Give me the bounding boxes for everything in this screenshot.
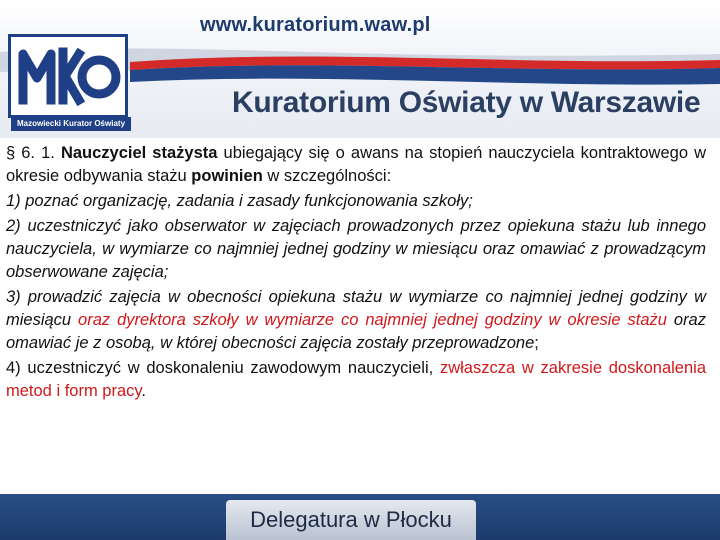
organization-title: Kuratorium Oświaty w Warszawie xyxy=(232,86,701,119)
list-item-4-red-text: zwłaszcza w zakresie doskonalenia metod i form pracy xyxy=(6,359,706,400)
paragraph-intro xyxy=(6,142,706,188)
site-url[interactable]: www.kuratorium.waw.pl xyxy=(200,14,431,36)
intro-text: ubiegający się o awans na stopień nauczyciela kontraktowego w okresie odbywania stażu xyxy=(6,144,706,185)
list-item-4-end: . xyxy=(141,382,146,400)
list-item-3-text: 3) prowadzić zajęcia w obecności opiekuna stażu w wymiarze co najmniej jednej godziny w miesiącu xyxy=(6,288,706,329)
section-number: § 6. 1. xyxy=(6,144,61,162)
list-item-3-semicolon: ; xyxy=(534,334,539,352)
logo-letters-icon xyxy=(15,40,121,112)
list-item-4 xyxy=(6,357,706,403)
intro-end: w szczególności: xyxy=(262,167,392,185)
subject-bold: Nauczyciel stażysta xyxy=(60,144,218,162)
mko-logo xyxy=(8,34,128,128)
list-item-1: 1) poznać organizację, zadania i zasady funkcjonowania szkoły; xyxy=(6,192,473,210)
footer-bar xyxy=(0,494,720,540)
document-body xyxy=(6,142,706,405)
list-item-2: 2) uczestniczyć jako obserwator w zajęciach prowadzonych przez opiekuna stażu lub innego nauczyciela, w wymiarze co najmniej jednej godziny w miesiącu oraz omawiać z prowadzącym obserwowane zajęcia; xyxy=(6,217,706,281)
list-item-3-tail: oraz omawiać je z osobą, w której obecności zajęcia zostały przeprowadzone xyxy=(6,311,706,352)
list-item-3-red-text: oraz dyrektora szkoły w wymiarze co najmniej jednej godziny w okresie stażu xyxy=(71,311,667,329)
footer-tab xyxy=(226,500,476,540)
logo-caption: Mazowiecki Kurator Oświaty xyxy=(11,117,131,131)
list-item-4-text: 4) uczestniczyć w doskonaleniu zawodowym nauczycieli, xyxy=(6,359,440,377)
list-item-3 xyxy=(6,286,706,355)
header-banner xyxy=(0,0,720,138)
delegation-label: Delegatura w Płocku xyxy=(250,507,452,532)
obligation-bold: powinien xyxy=(191,167,263,185)
